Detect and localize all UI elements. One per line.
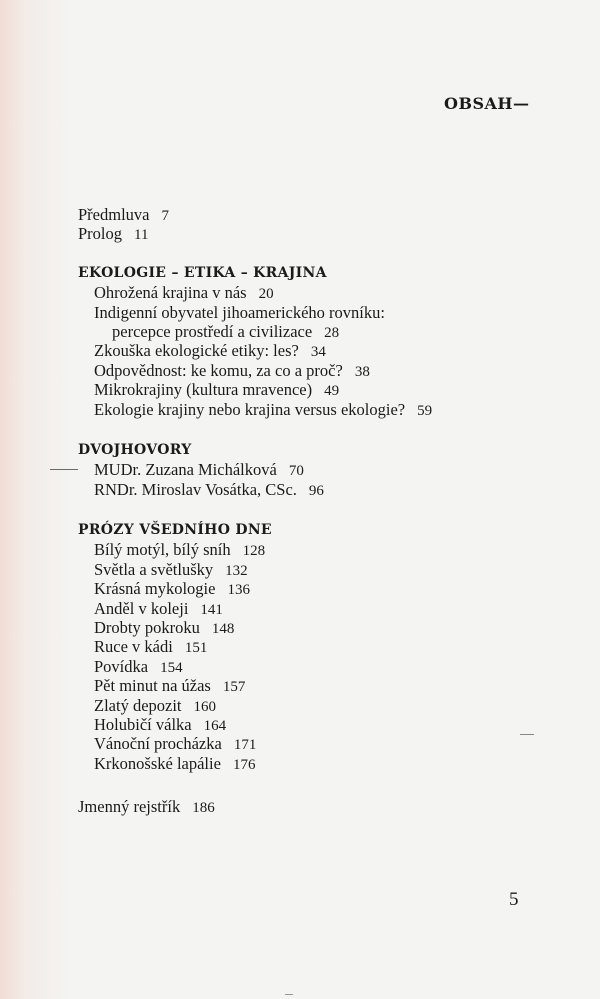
- entry-title: Jmenný rejstřík: [78, 797, 181, 817]
- entry-title: RNDr. Miroslav Vosátka, CSc.: [94, 479, 297, 499]
- entry-page: 151: [184, 640, 208, 657]
- entry-title: Ruce v kádi: [94, 637, 173, 657]
- entry-title: Bílý motýl, bílý sníh: [94, 540, 231, 560]
- page-number: 5: [509, 889, 519, 910]
- entry-page: 141: [200, 601, 223, 618]
- toc-entry: [78, 715, 578, 734]
- toc-entry: [78, 224, 578, 243]
- entry-page: 38: [354, 363, 370, 380]
- toc-entry: [78, 618, 578, 637]
- entry-page: 160: [193, 698, 217, 715]
- toc-entry: [78, 599, 578, 618]
- section-title-dvojhovory: DVOJHOVORY: [78, 441, 192, 458]
- entry-page: 34: [310, 344, 326, 361]
- entry-page: 70: [288, 463, 304, 480]
- scan-mark: [520, 734, 534, 735]
- entry-page: 59: [417, 402, 433, 419]
- entry-page: 20: [258, 286, 274, 303]
- entry-title: Mikrokrajiny (kultura mravence): [94, 380, 313, 400]
- toc-entry: [78, 205, 578, 224]
- entry-page: 28: [324, 324, 340, 341]
- entry-page: 186: [192, 800, 215, 817]
- entry-page: 7: [161, 208, 169, 224]
- toc-entry: [78, 657, 578, 676]
- entry-page: 176: [232, 756, 256, 773]
- entry-title: Anděl v koleji: [94, 598, 189, 618]
- entry-page: 164: [203, 717, 227, 734]
- entry-title: Indigenní obyvatel jihoamerického rovníku:: [94, 302, 385, 322]
- entry-title: Zlatý depozit: [94, 695, 182, 715]
- entry-title: Ohrožená krajina v nás: [94, 283, 247, 303]
- toc-entry: [78, 460, 578, 479]
- entry-page: 128: [242, 543, 266, 560]
- toc-entry: [78, 540, 578, 559]
- entry-title: percepce prostředí a civilizace: [112, 321, 313, 341]
- toc-entry: [78, 283, 578, 302]
- entry-page: 171: [233, 737, 257, 754]
- toc-entry: [78, 341, 578, 360]
- entry-page: 157: [222, 679, 246, 696]
- toc-entry: [78, 380, 578, 399]
- toc-entry: [78, 400, 578, 419]
- entry-title: Ekologie krajiny nebo krajina versus ekologie?: [94, 399, 406, 419]
- scan-mark: [50, 469, 78, 470]
- entry-page: 148: [211, 621, 235, 638]
- toc-entry-index: [78, 797, 578, 816]
- toc-entry: [78, 560, 578, 579]
- toc-entry: [78, 754, 578, 773]
- toc-entry: [78, 303, 578, 322]
- entry-title: Zkouška ekologické etiky: les?: [94, 341, 299, 361]
- section-title-ekologie: EKOLOGIE – ETIKA – KRAJINA: [78, 264, 327, 281]
- entry-title: Krkonošské lapálie: [94, 753, 221, 773]
- toc-entry: [78, 361, 578, 380]
- entry-page: 136: [227, 582, 250, 599]
- entry-title: Krásná mykologie: [94, 579, 216, 599]
- table-of-contents: [78, 205, 578, 817]
- entry-page: 11: [134, 227, 149, 244]
- entry-title: Drobty pokroku: [94, 618, 200, 638]
- toc-entry: [78, 480, 578, 499]
- entry-title: Odpovědnost: ke komu, za co a proč?: [94, 360, 343, 380]
- entry-title: Předmluva: [78, 205, 150, 224]
- entry-title: MUDr. Zuzana Michálková: [94, 460, 277, 480]
- entry-page: 154: [160, 659, 183, 676]
- entry-title: Vánoční procházka: [94, 734, 222, 754]
- entry-page: 96: [308, 482, 324, 499]
- section-title-prozy: PRÓZY VŠEDNÍHO DNE: [78, 522, 272, 539]
- entry-page: 49: [324, 383, 340, 400]
- entry-title: Prolog: [78, 224, 123, 244]
- entry-page: 132: [225, 562, 248, 579]
- toc-entry: [78, 734, 578, 753]
- toc-entry: [78, 696, 578, 715]
- contents-heading: OBSAH—: [444, 94, 530, 113]
- entry-title: Povídka: [94, 656, 149, 676]
- entry-title: Světla a světlušky: [94, 559, 214, 579]
- scan-mark: [285, 994, 293, 995]
- toc-entry: [78, 676, 578, 695]
- toc-entry: [78, 637, 578, 656]
- entry-title: Pět minut na úžas: [94, 676, 211, 696]
- toc-entry: [78, 579, 578, 598]
- toc-entry-continuation: [78, 322, 578, 341]
- entry-title: Holubičí válka: [94, 714, 192, 734]
